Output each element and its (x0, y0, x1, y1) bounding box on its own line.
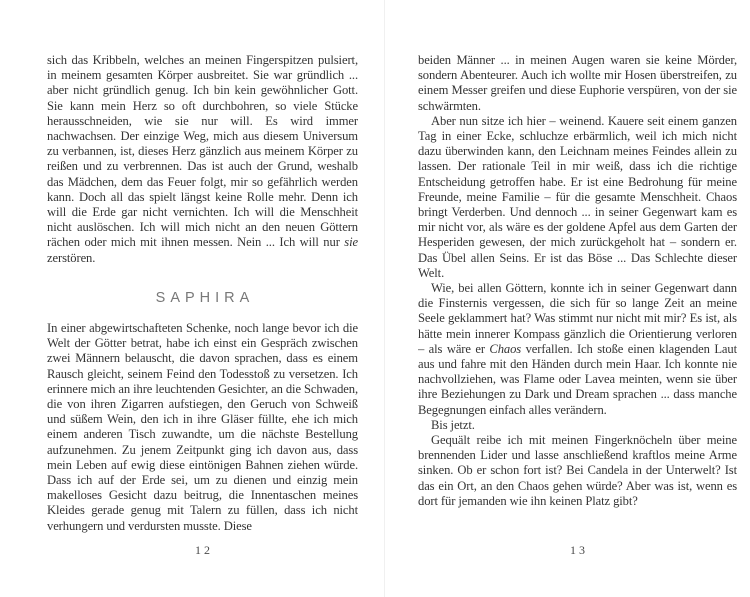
left-page-number: 12 (195, 543, 213, 557)
paragraph (47, 53, 358, 266)
body-text: Wie, bei allen Göttern, konnte ich in seiner Gegenwart dann die Finsternis vergessen, die sich für so lange Zeit an meine Seele geklammert hat? Was stimmt nur nicht mit mir? Es ist, als hätte mein innerer Kompass gänzlich die Orientierung verloren – als wäre er (418, 281, 737, 356)
paragraph (418, 114, 737, 281)
body-text: In einer abgewirtschafteten Schenke, noch lange bevor ich die Welt der Götter betrat, habe ich einst ein Gespräch zwischen zwei Männern belauscht, die davon sprachen, dass es einem Rausch gleicht, seinem Feind den Todesstoß zu versetzen. Ich erinnere mich an ihre leuchtenden Gesichter, an die Schwaden, die von ihren Zigarren aufstiegen, den Geruch von Schweiß und süßem Wein, den ich in ihre Gläser füllte, ehe ich mich einem anderen Tisch zuwandte, um die nächste Bestellung aufzunehmen. Zu jenem Zeitpunkt ging ich davon aus, dass mein Leben auf ewig diese eintönigen Bahnen ziehen würde. Dass ich auf der Erde sei, um zu dienen und einzig mein makelloses Gesicht dazu beitrug, die Innentaschen meines Kleides gerade genug mit Talern zu füllen, dass ich nicht verhungern und verdursten musste. Diese (47, 321, 358, 533)
right-page-text-column (418, 53, 737, 545)
body-text: Aber nun sitze ich hier – weinend. Kauere seit einem ganzen Tag in einer Ecke, schluchze erbärmlich, weil ich mich nicht dazu überwinden kann, den Leichnam meines Feindes allein zu lassen. Der rationale Teil in mir weiß, dass ich die richtige Entscheidung getroffen habe. Er ist eine Bedrohung für meine Freunde, meine Familie – für die gesamte Menschheit. Chaos bringt Verderben. Und dennoch ... in seiner Gegenwart kam es mir nicht vor, als wäre es der goldene Apfel aus dem Garten der Hesperiden gewesen, der mich zurückgeholt hat – sondern er. Das Übel allen Seins. Er ist das Böse ... Das Schlechte dieser Welt. (418, 113, 737, 280)
emphasized-text: sie (344, 235, 358, 250)
paragraph (418, 53, 737, 114)
paragraph (418, 433, 737, 509)
page-gutter-divider (384, 0, 385, 597)
body-text: zerstören. (47, 250, 96, 265)
paragraph (418, 281, 737, 418)
left-page-text-column (47, 53, 358, 545)
right-page-number: 13 (570, 543, 588, 557)
body-text: beiden Männer ... in meinen Augen waren sie keine Mörder, sondern Abenteurer. Auch ich wollte mir Hosen überstreifen, zu einem Messer greifen und diese Euphorie verspüren, von der sie schwärmten. (418, 53, 737, 113)
body-text: Gequält reibe ich mit meinen Fingerknöcheln über meine brennenden Lider und lasse anschließend kraftlos meine Arme sinken. Ob er schon fort ist? Bei Candela in der Unterwelt? Ist das ein Ort, an den Chaos gehen würde? Aber was ist, wenn es dort für jemanden wie ihn keinen Platz gibt? (418, 433, 737, 508)
chapter-heading: SAPHIRA (155, 289, 255, 306)
emphasized-text: Chaos (489, 341, 522, 356)
paragraph (47, 321, 358, 534)
body-text: Bis jetzt. (431, 417, 475, 432)
paragraph (418, 418, 737, 433)
body-text: sich das Kribbeln, welches an meinen Fingerspitzen pulsiert, in meinem gesamten Körper ausbreitet. Sie war gründlich ... aber nicht gründlich genug. Ich bin kein gewöhnlicher Gott. Sie kann mein Herz so oft durchbohren, so viele Stücke herausschneiden, wie sie nur will. Es wird immer nachwachsen. Der einzige Weg, mich aus diesem Universum zu verbannen, ist, dieses Herz gänzlich aus meinem Körper zu reißen und zu verbrennen. Das ist auch der Grund, weshalb das Mädchen, dem das Feuer folgt, mir so gefährlich werden kann. Doch all das spielt längst keine Rolle mehr. Denn ich will die Erde gar nicht vernichten. Ich will die Menschheit nicht auslöschen. Ich will mich nicht an den neuen Göttern rächen oder mich mit ihnen messen. Nein ... Ich will nur (47, 53, 358, 250)
body-text: verfallen. Ich stoße einen klagenden Laut aus und fahre mit den Händen durch mein Haar. Ich konnte nie nachvollziehen, was Flame oder Lavea meinten, wenn sie über ihre Beziehungen zu Dark und Dream sprachen ... dass manche Begegnungen einfach alles verändern. (418, 341, 737, 417)
